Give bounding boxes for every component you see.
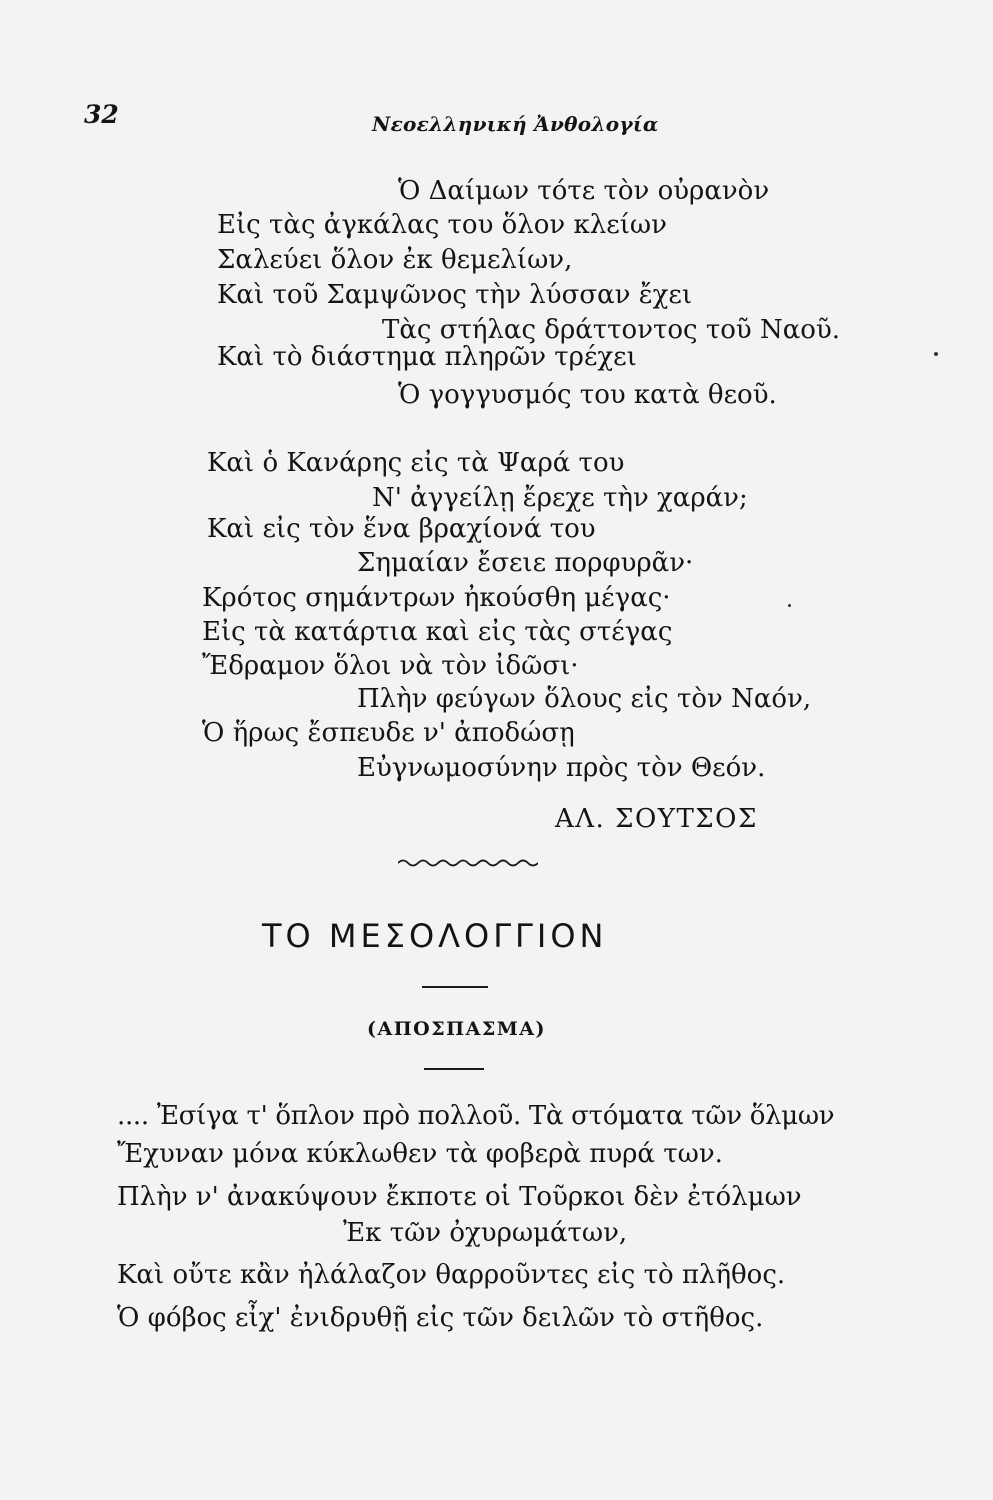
poem-line: Ὁ γογγυσμός του κατὰ θεοῦ. (398, 380, 777, 410)
poem-line: Πλὴν φεύγων ὅλους εἰς τὸν Ναόν, (357, 684, 812, 714)
poem-line: Ὁ Δαίμων τότε τὸν οὐρανὸν (398, 176, 770, 206)
title-rule (422, 986, 488, 988)
poem-line: Κρότος σημάντρων ἠκούσθη μέγας· (202, 583, 671, 613)
poem-line: Σημαίαν ἔσειε πορφυρᾶν· (357, 548, 694, 578)
section-subtitle: (ΑΠΟΣΠΑΣΜΑ) (367, 1018, 547, 1040)
running-title: Νεοελληνική Ἀνθολογία (372, 112, 659, 136)
poem-line: Τὰς στήλας δράττοντος τοῦ Ναοῦ. (382, 315, 841, 345)
poem-line: Πλὴν ν' ἀνακύψουν ἔκποτε οἱ Τοῦρκοι δὲν ἐτόλμων (117, 1182, 802, 1212)
poem-line: Εὐγνωμοσύνην πρὸς τὸν Θεόν. (357, 753, 766, 783)
poem-line: Ὁ φόβος εἶχ' ἐνιδρυθῇ εἰς τῶν δειλῶν τὸ στῆθος. (117, 1303, 764, 1333)
poem-line: Ἔδραμον ὅλοι νὰ τὸν ἰδῶσι· (202, 651, 579, 681)
poem-line: Καὶ τοῦ Σαμψῶνος τὴν λύσσαν ἔχει (217, 280, 693, 310)
poem-line: Καὶ ὁ Κανάρης εἰς τὰ Ψαρά του (207, 448, 625, 478)
poem-line: Ν' ἀγγείλῃ ἔρεχε τὴν χαράν; (372, 483, 748, 513)
poem-line: Σαλεύει ὅλον ἐκ θεμελίων, (217, 245, 573, 275)
poem-line: Εἰς τὰ κατάρτια καὶ εἰς τὰς στέγας (202, 617, 673, 647)
wavy-divider (398, 856, 538, 870)
print-speck (788, 604, 791, 607)
poem-line: Εἰς τὰς ἀγκάλας του ὅλον κλείων (217, 210, 667, 240)
poem-author: ΑΛ. ΣΟΥΤΣΟΣ (555, 804, 758, 834)
poem-line: .... Ἐσίγα τ' ὅπλον πρὸ πολλοῦ. Τὰ στόματα τῶν ὅλμων (117, 1101, 835, 1131)
poem-line: Καὶ τὸ διάστημα πληρῶν τρέχει (217, 342, 637, 372)
poem-line: Ἔχυναν μόνα κύκλωθεν τὰ φοβερὰ πυρά των. (117, 1139, 723, 1169)
poem-line: Ἐκ τῶν ὀχυρωμάτων, (343, 1218, 628, 1248)
poem-line: Καὶ εἰς τὸν ἕνα βραχίονά του (207, 514, 596, 544)
poem-line: Ὁ ἥρως ἔσπευδε ν' ἀποδώσῃ (202, 718, 575, 748)
page-number: 32 (84, 100, 119, 129)
section-title: ΤΟ ΜΕΣΟΛΟΓΓΙΟΝ (262, 917, 608, 955)
print-speck (934, 352, 938, 356)
subtitle-rule (424, 1068, 484, 1070)
poem-line: Καὶ οὔτε κἂν ἠλάλαζον θαρροῦντες εἰς τὸ πλῆθος. (117, 1260, 786, 1290)
